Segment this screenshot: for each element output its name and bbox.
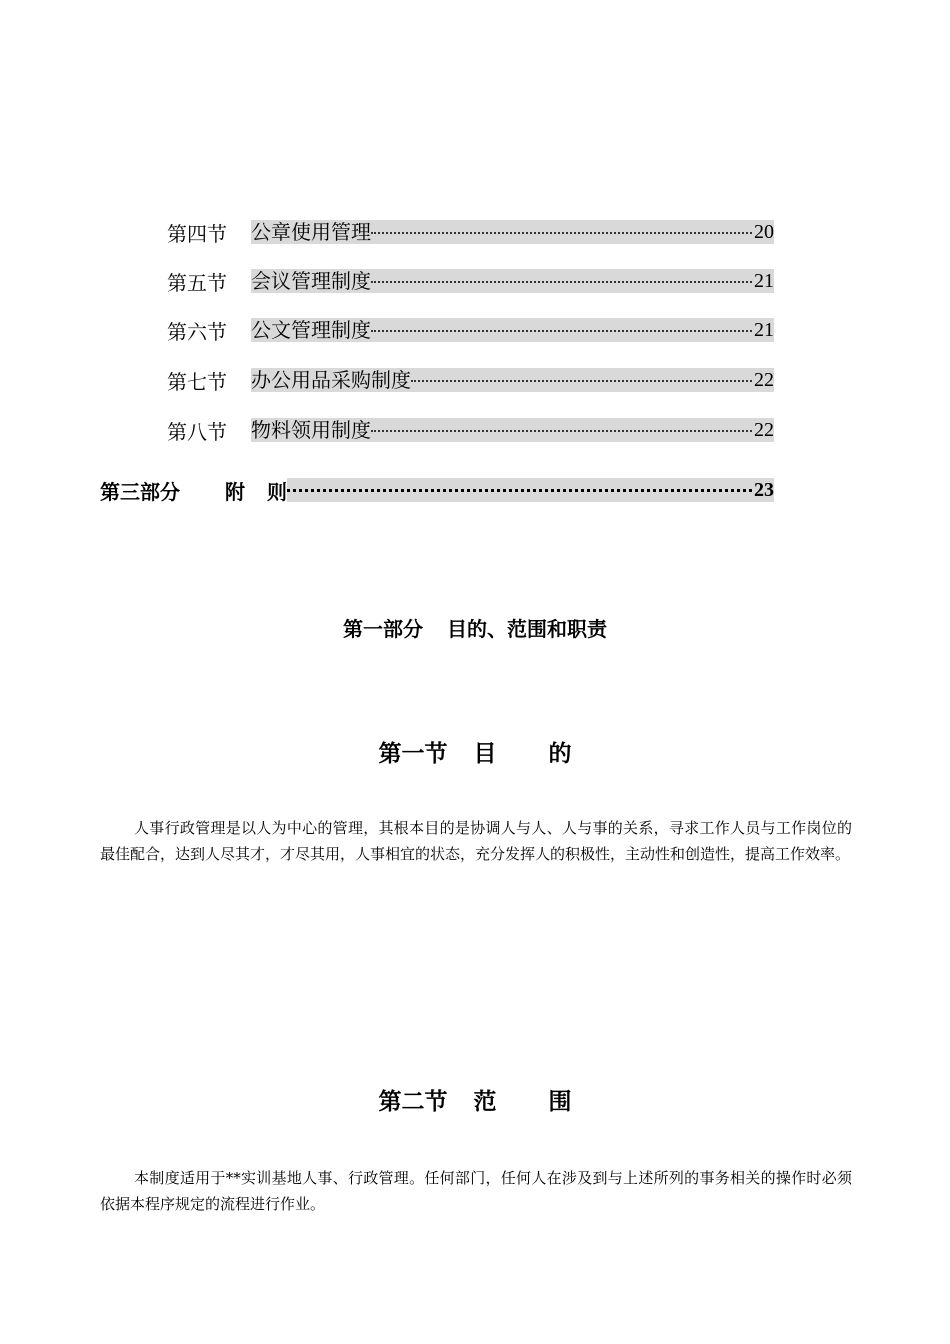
toc-section-title: 办公用品采购制度: [251, 368, 411, 392]
toc-page-number: 20: [754, 221, 774, 243]
toc-section-title: 物料领用制度: [251, 418, 371, 442]
toc-dot-leader: [371, 220, 752, 244]
toc-page-number: 23: [754, 479, 774, 501]
toc-section-title: 公文管理制度: [251, 318, 371, 342]
toc-section-number: 第六节: [167, 319, 227, 344]
section-number: 第一节: [378, 741, 448, 767]
toc-dot-leader: [371, 418, 752, 442]
section-body: 本制度适用于**实训基地人事、行政管理。任何部门，任何人在涉及到与上述所列的事务相关的操作时必须依据本程序规定的流程进行作业。: [100, 1169, 852, 1213]
toc-section-number: 第八节: [167, 419, 227, 444]
toc-page-number: 21: [754, 319, 774, 341]
toc-entry[interactable]: [167, 368, 774, 392]
toc-dot-leader: [287, 478, 752, 502]
toc-section-title: 会议管理制度: [251, 269, 371, 293]
part-title: 目的、范围和职责: [447, 617, 607, 641]
toc-section-number: 第四节: [167, 221, 227, 246]
toc-page-number: 21: [754, 270, 774, 292]
section-heading: 第二节 范 围: [378, 1089, 572, 1115]
part-number: 第一部分: [343, 617, 423, 641]
toc-dot-leader: [371, 318, 752, 342]
toc-entry[interactable]: [167, 269, 774, 293]
toc-section-number: 第五节: [167, 270, 227, 295]
toc-dot-leader: [371, 269, 752, 293]
toc-entry[interactable]: [167, 318, 774, 342]
toc-part-number: 第三部分: [100, 479, 180, 504]
section-heading: 第一节 目 的: [378, 741, 572, 767]
part-heading: [0, 613, 950, 642]
section-number: 第二节: [378, 1089, 448, 1115]
toc-entry[interactable]: [167, 220, 774, 244]
toc-section-title: 公章使用管理: [251, 220, 371, 244]
toc-part-title: 附 则: [225, 479, 287, 504]
toc-page-number: 22: [754, 419, 774, 441]
toc-page-number: 22: [754, 369, 774, 391]
toc-entry[interactable]: [167, 418, 774, 442]
section-body: 人事行政管理是以人为中心的管理，其根本目的是协调人与人、人与事的关系，寻求工作人员与工作岗位的最佳配合，达到人尽其才，才尽其用，人事相宜的状态，充分发挥人的积极性，主动性和创造性，提高工作效率。: [100, 819, 852, 863]
toc-part-entry[interactable]: [100, 478, 774, 502]
toc-section-number: 第七节: [167, 369, 227, 394]
toc-dot-leader: [411, 368, 752, 392]
